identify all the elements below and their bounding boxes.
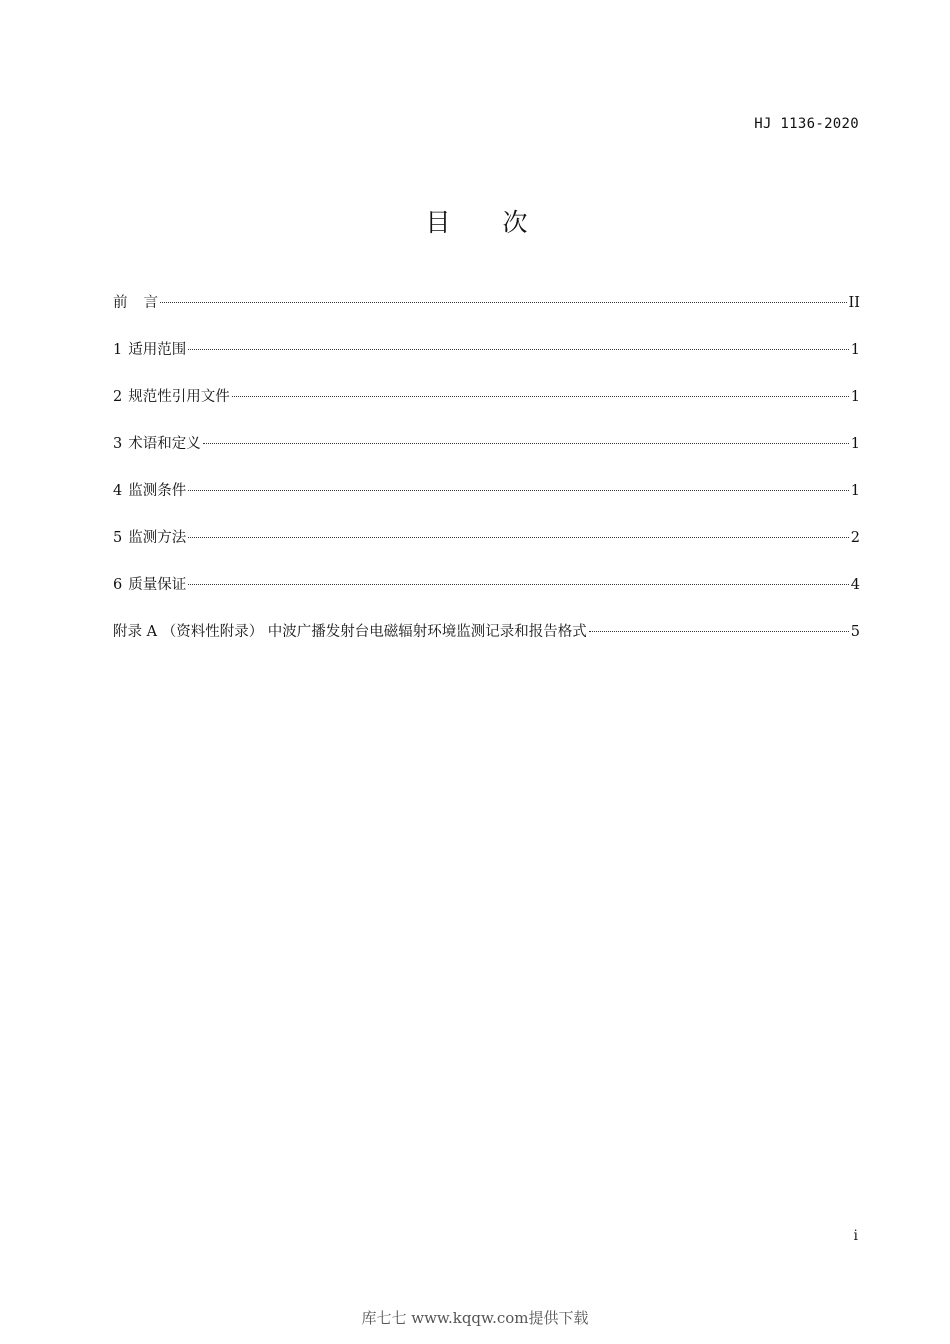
toc-entry-foreword[interactable] — [113, 290, 860, 337]
toc-entry-quality-assurance[interactable] — [113, 572, 860, 619]
toc-page-number: 1 — [850, 389, 860, 405]
toc-entry-monitoring-methods[interactable] — [113, 525, 860, 572]
dot-leader — [160, 302, 847, 303]
toc-entry-normative-references[interactable] — [113, 384, 860, 431]
toc-page-number: 1 — [850, 342, 860, 358]
toc-entry-label: 前 言 — [113, 295, 158, 311]
page-number: i — [853, 1228, 858, 1244]
dot-leader — [232, 396, 849, 397]
dot-leader — [188, 537, 849, 538]
toc-entry-terms-definitions[interactable] — [113, 431, 860, 478]
table-of-contents — [113, 290, 860, 666]
toc-entry-label: 4 监测条件 — [113, 483, 187, 499]
toc-entry-monitoring-conditions[interactable] — [113, 478, 860, 525]
toc-entry-label: 6 质量保证 — [113, 577, 187, 593]
download-watermark: 库七七 www.kqqw.com提供下载 — [361, 1309, 589, 1327]
toc-entry-appendix-a[interactable] — [113, 619, 860, 666]
toc-page-number: 4 — [850, 577, 860, 593]
toc-page-number: 2 — [850, 530, 860, 546]
toc-page-number: 5 — [850, 624, 860, 640]
dot-leader — [188, 584, 849, 585]
toc-entry-label: 3 术语和定义 — [113, 436, 201, 452]
dot-leader — [203, 443, 849, 444]
dot-leader — [589, 631, 849, 632]
toc-entry-label: 1 适用范围 — [113, 342, 187, 358]
toc-page-number: 1 — [850, 483, 860, 499]
dot-leader — [188, 490, 849, 491]
toc-entry-label: 附录 A （资料性附录） 中波广播发射台电磁辐射环境监测记录和报告格式 — [113, 624, 587, 640]
toc-page-number: II — [848, 295, 860, 311]
toc-entry-label: 2 规范性引用文件 — [113, 389, 230, 405]
toc-entry-label: 5 监测方法 — [113, 530, 187, 546]
dot-leader — [188, 349, 849, 350]
page-title: 目 次 — [425, 208, 550, 237]
standard-code: HJ 1136-2020 — [754, 116, 859, 132]
toc-entry-scope[interactable] — [113, 337, 860, 384]
toc-page-number: 1 — [850, 436, 860, 452]
